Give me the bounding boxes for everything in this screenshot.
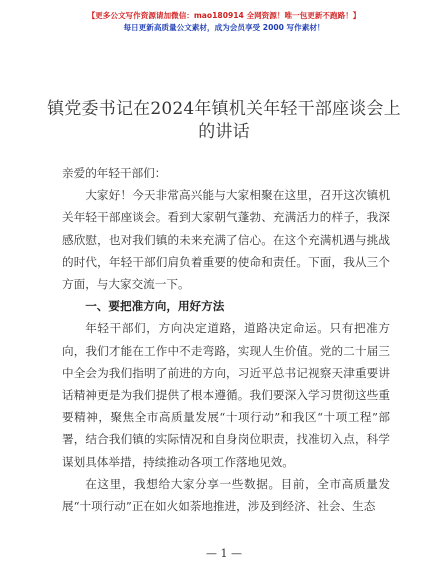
body-paragraph: 年轻干部们，方向决定道路，道路决定命运。只有把准方向，我们才能在工作中不走弯路，实现人生价值。党的二十届三中全会为我们指明了前进的方向，习近平总书记视察天津重要讲话精神更是为我们提供了根本遵循。我们要深入学习贯彻这些重要精神，聚焦全市高质量发展“十项行动”和我区“十项工程”部署，结合我们镇的实际情况和自身岗位职责，找准切入点，科学谋划具体举措，持续推动各项工作落地见效。 [62,321,390,469]
promo-banner [0,10,448,34]
promo-line-1: 【更多公文写作资源请加微信：mao180914 全网资源！唯一包更新不跑路！】 [87,11,361,20]
body-paragraph: 大家好！今天非常高兴能与大家相聚在这里，召开这次镇机关年轻干部座谈会。看到大家朝气蓬勃、充满活力的样子，我深感欣慰，也对我们镇的未来充满了信心。在这个充满机遇与挑战的时代，年轻干部们肩负着重要的使命和责任。下面，我从三个方面，与大家交流一下。 [62,188,390,292]
document-body [62,162,390,517]
salutation: 亲爱的年轻干部们： [62,166,167,180]
section-heading: 一、要把准方向，用好方法 [85,299,225,314]
document-title: 镇党委书记在2024年镇机关年轻干部座谈会上的讲话 [47,99,401,142]
promo-line-2: 每日更新高质量公文素材，成为会员享受 2000 写作素材！ [123,23,325,32]
body-paragraph: 在这里，我想给大家分享一些数据。目前，全市高质量发展“十项行动”正在如火如荼地推进，涉及到经济、社会、生态 [62,476,390,514]
page-number: — 1 — [206,547,242,560]
